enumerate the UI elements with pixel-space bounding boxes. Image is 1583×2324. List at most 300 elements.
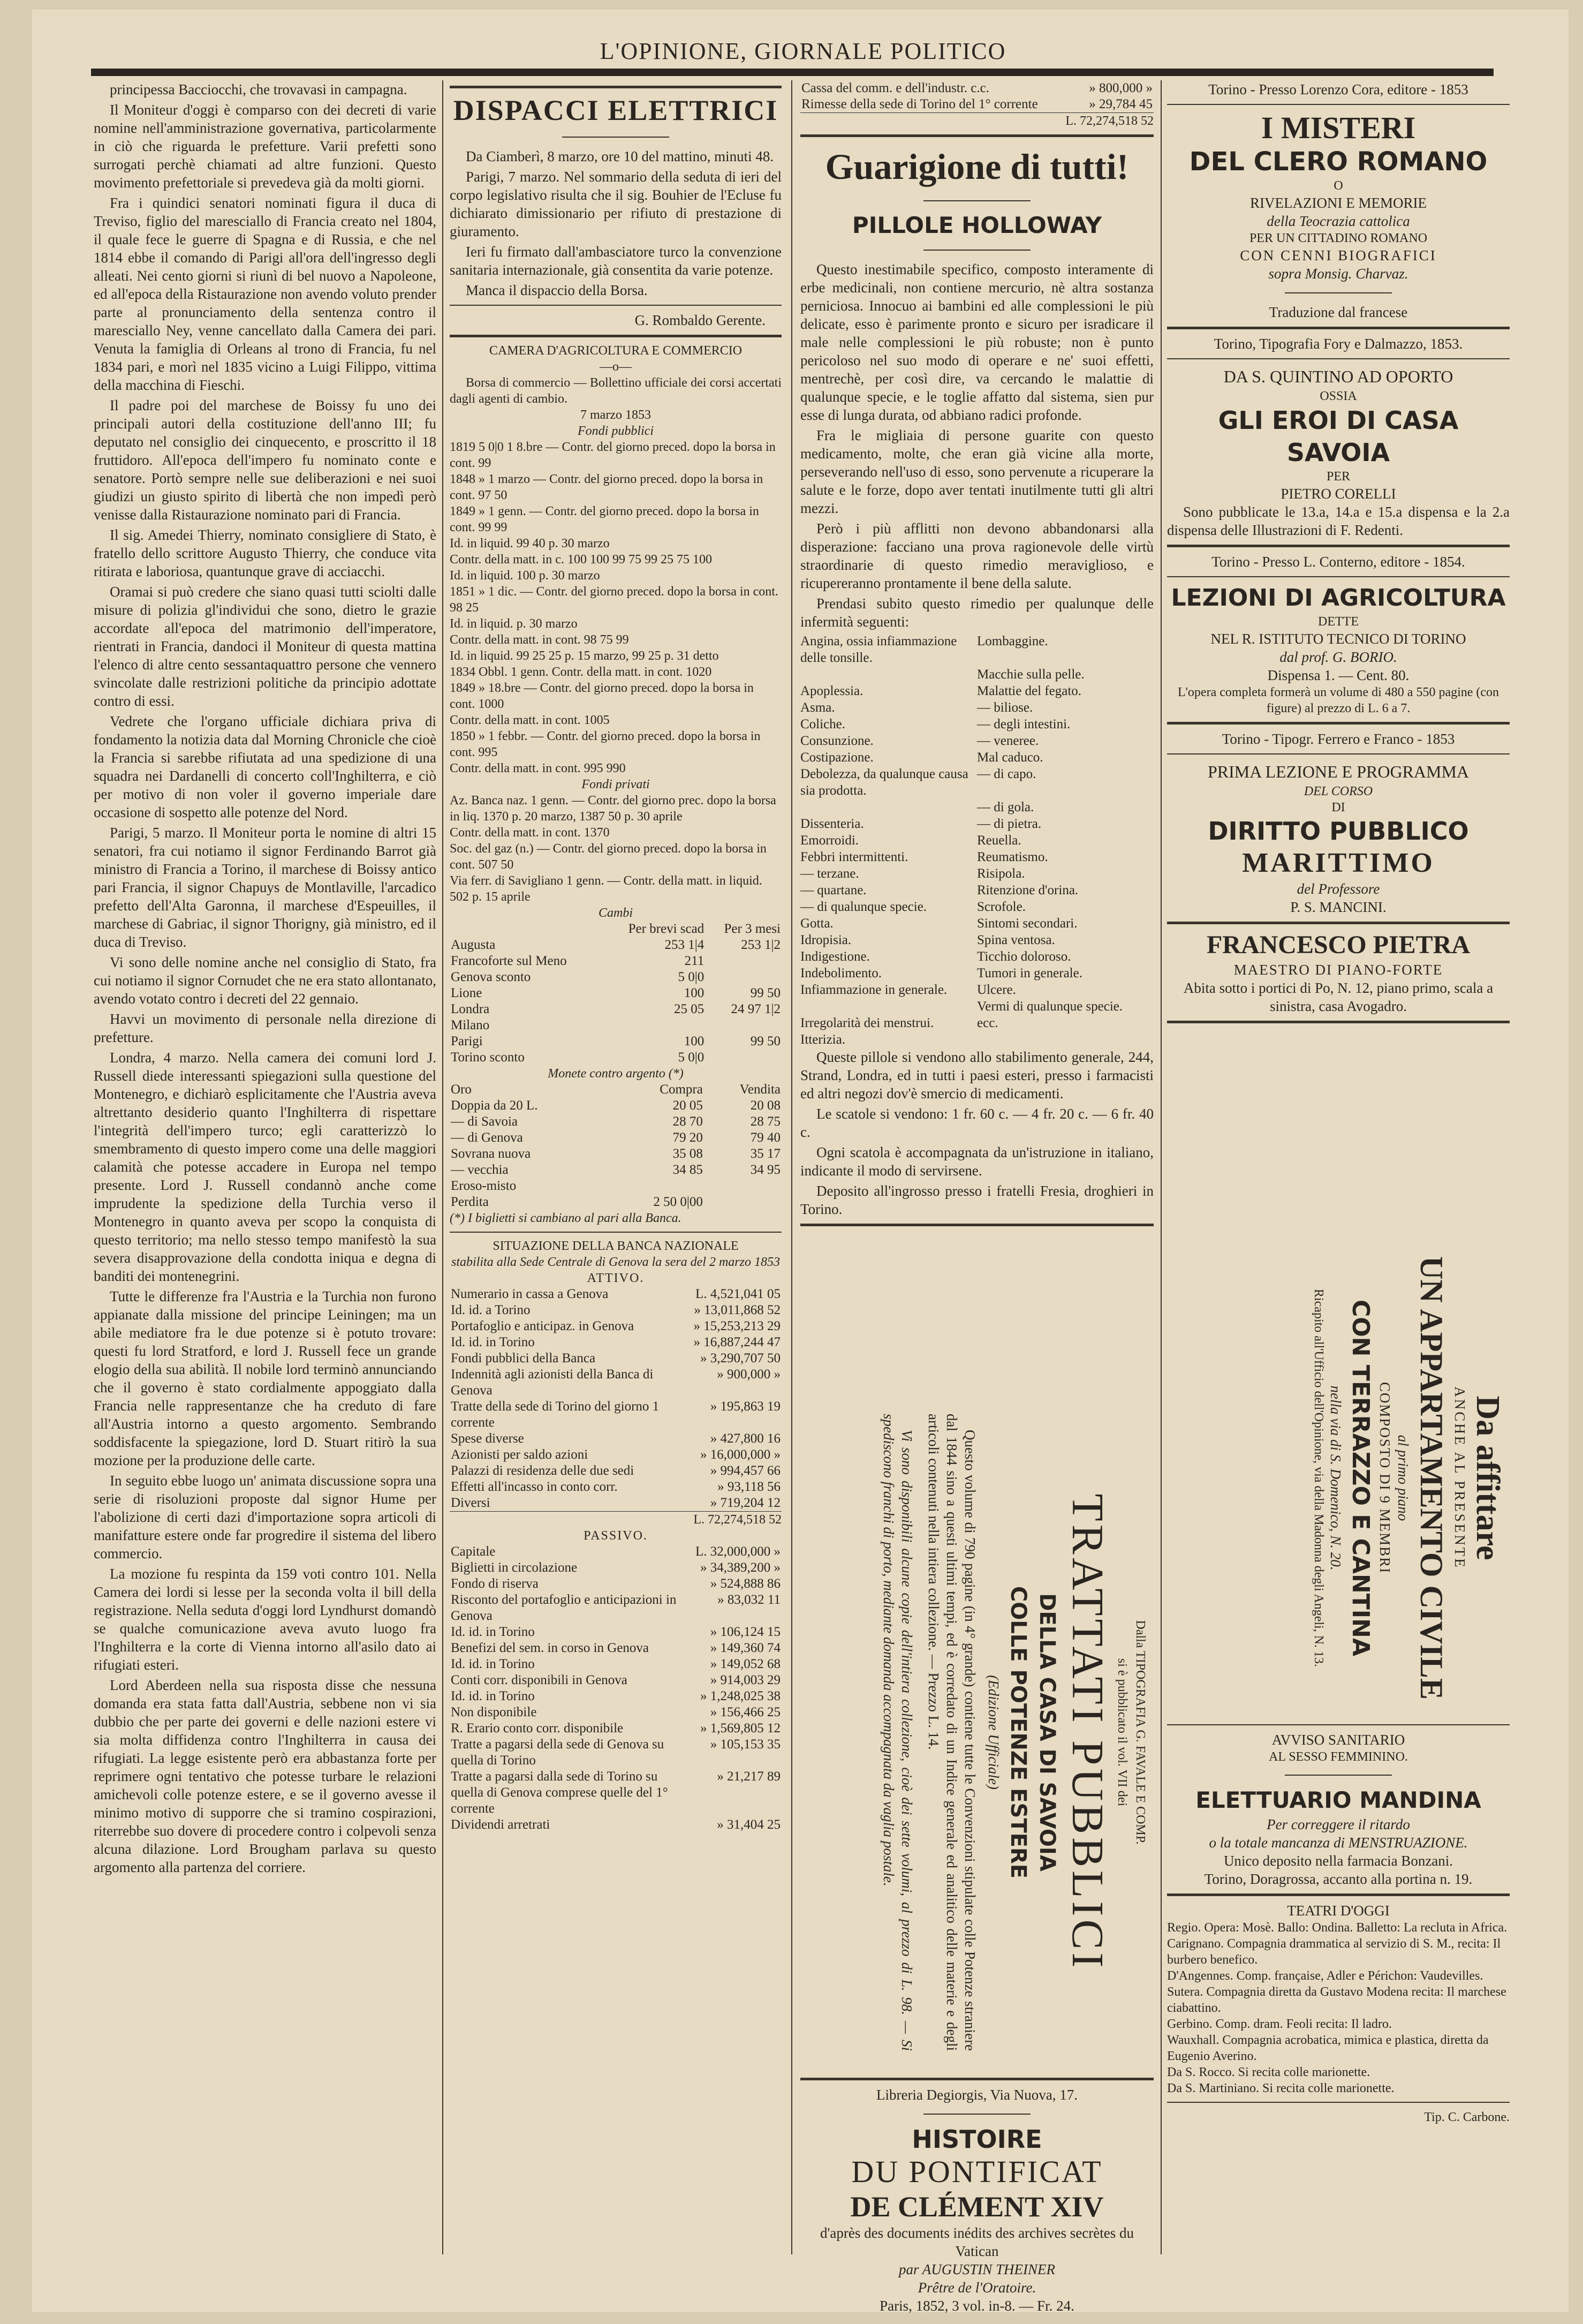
marittimo-title: MARITTIMO <box>1242 848 1435 878</box>
divider <box>923 200 1031 201</box>
attivo-row-cell: Diversi <box>451 1496 490 1510</box>
passivo-row <box>450 1721 782 1737</box>
fondi-line: 1849 » 18.bre — Contr. del giorno preced. dopo la borsa in cont. 1000 <box>450 681 754 711</box>
monete-row-cell: 34 85 <box>672 1163 703 1177</box>
divider <box>450 305 782 306</box>
camera-title: CAMERA D'AGRICOLTURA E COMMERCIO <box>489 344 743 358</box>
news-paragraph: Il padre poi del marchese de Boissy fu uno dei principali autori della costituzione dell'anno III; fu deputato nel consiglio dei cinquecento, e proscritto il 18 fruttidoro. All'epoca dell'impero fu nominato conte e senatore. Portò sempre nelle sue deliberazioni e nei suoi giudizi un giusto spirito di libertà che non impedì però venisse dalla Ristaurazione nominato pari di Francia. <box>94 397 436 523</box>
cambi-row-cell: 5 0|0 <box>678 970 705 984</box>
monete-note: (*) I biglietti si cambiano al pari alla Banca. <box>450 1211 681 1225</box>
disease-item: ecc. <box>977 1016 998 1030</box>
page-header: L'OPINIONE, GIORNALE POLITICO <box>600 38 1006 64</box>
divider <box>1167 753 1510 754</box>
disease-item <box>800 799 977 816</box>
attivo-row <box>450 1431 782 1447</box>
cambi-row-cell: Londra <box>451 1002 490 1016</box>
opera: L'opera completa formerà un volume di 480 a 550 pagine (con figure) al prezzo di L. 6 a 7. <box>1177 685 1499 715</box>
disease-item: Reumatismo. <box>977 850 1048 864</box>
fondi-line: Contr. della matt. in c. 100 100 99 75 99 25 75 100 <box>450 553 712 567</box>
passivo-row <box>450 1656 782 1672</box>
guarigione-title: Guarigione di tutti! <box>825 146 1129 187</box>
teatro-item: Gerbino. Comp. dram. Feoli recita: Il ladro. <box>1167 2017 1392 2031</box>
attivo-row-cell: Id. id. in Torino <box>451 1335 535 1349</box>
fondi-line: Id. in liquid. p. 30 marzo <box>450 617 578 631</box>
passivo-row-cell: » 149,360 74 <box>710 1641 781 1655</box>
holloway-body <box>800 260 1154 631</box>
cassa-row <box>800 96 1154 112</box>
cambi-row <box>450 1050 782 1066</box>
privati-line: Via ferr. di Savigliano 1 genn. — Contr. della matt. in liquid. 502 p. 15 aprile <box>450 874 762 904</box>
disease-item: Idropisia. <box>800 933 852 947</box>
divider <box>1285 1775 1392 1776</box>
disease-item: Emorroidi. <box>800 833 859 848</box>
total-line: L. 72,274,518 52 <box>800 112 1154 129</box>
rivelazioni: RIVELAZIONI E MEMORIE <box>1250 195 1427 211</box>
divider <box>923 250 1031 251</box>
disease-item: Indebolimento. <box>800 966 882 980</box>
corelli: PIETRO CORELLI <box>1281 486 1396 502</box>
cora: Torino - Presso Lorenzo Cora, editore - 1853 <box>1208 81 1468 97</box>
cambi-row-cell: Milano <box>451 1018 490 1032</box>
per-label: PER <box>1326 470 1350 484</box>
monete-row <box>450 1082 782 1098</box>
monete-row-cell: Vendita <box>739 1082 781 1097</box>
traduzione: Traduzione dal francese <box>1269 304 1408 320</box>
passivo-row <box>450 1688 782 1704</box>
cassa-table <box>800 80 1154 112</box>
passivo-row-cell: Conti corr. disponibili in Genova <box>451 1673 627 1687</box>
elettuario-title: ELETTUARIO MANDINA <box>1195 1787 1481 1813</box>
disease-item: — di gola. <box>977 800 1034 814</box>
divider <box>450 86 782 88</box>
fondi-line: Contr. della matt. in cont. 98 75 99 <box>450 633 629 647</box>
attivo-row <box>450 1447 782 1463</box>
attivo-row-cell: » 15,253,213 29 <box>693 1319 781 1333</box>
divider <box>1167 327 1510 329</box>
trattati-sub3: (Edizione Ufficiale) <box>986 1675 1002 1790</box>
divider <box>800 134 1154 137</box>
passivo-row <box>450 1624 782 1640</box>
cambi-row-cell: 211 <box>684 954 705 968</box>
disease-item: Spina ventosa. <box>977 933 1055 947</box>
disease-item: — biliose. <box>977 700 1033 715</box>
clement: DE CLÉMENT XIV <box>850 2191 1104 2223</box>
attivo-row-cell: Numerario in cassa a Genova <box>451 1287 609 1301</box>
news-paragraph: Oramai si può credere che siano quasi tutti sciolti dalle misure di polizia gl'individui che sono, dietro le grazie accordate all'epoca del matrimonio dell'imperatore, rientrati in Francia, dandoci il Moniteur di questa mattina l'elenco di altre cento sessantaquattro persone che vennero svincolate dalle restrizioni politiche da principio adottate contro di essi. <box>94 584 436 709</box>
attivo-row <box>450 1318 782 1334</box>
disease-item: Reuella. <box>977 833 1021 848</box>
divider <box>450 1232 782 1233</box>
privati-list <box>450 793 782 905</box>
divider <box>562 137 669 138</box>
fondi-line: 1834 Obbl. 1 genn. Contr. della matt. in cont. 1020 <box>450 665 712 679</box>
news-paragraph: Fra i quindici senatori nominati figura il duca di Treviso, figlio del maresciallo di Francia creato nel 1804, il quale fece le guerre di Spagna e di Russia, e che nel 1814 ebbe il comando di Parigi all'ora dell'ingresso degli alleati. Nei cento giorni si riunì di bel nuovo a Napoleone, ed all'epoca della Ristaurazione non avendo voluto prender parte al pronunciamento della sentenza contro il maresciallo Ney, venne cancellato dalla Camera dei pari. Venuta la famiglia di Orleans al trono di Francia, fu nel 1834 pari, e morì nel 1835 vicino a Luigi Filippo, vittima della macchina di Fieschi. <box>94 195 436 393</box>
attivo-row <box>450 1334 782 1350</box>
cambi-row-cell: Augusta <box>451 938 496 952</box>
clero-title: DEL CLERO ROMANO <box>1189 147 1488 177</box>
passivo-row-cell: » 21,217 89 <box>717 1769 781 1784</box>
divider <box>800 2078 1154 2080</box>
affitto-d: al primo piano <box>1395 1435 1411 1521</box>
news-paragraph: In seguito ebbe luogo un' animata discussione sopra una serie di risoluzioni proposte dal signor Hume per l'abolizione di certi dazi d'importazione sopra articoli di manifatture estere onde far progredire il sistema del libero commercio. <box>94 1473 436 1561</box>
borio: dal prof. G. BORIO. <box>1279 649 1397 665</box>
holloway-end-paragraph: Le scatole si vendono: 1 fr. 60 c. — 4 fr. 20 c. — 6 fr. 40 c. <box>800 1106 1154 1140</box>
disease-item: Vermi di qualunque specie. <box>977 999 1123 1014</box>
affitto-f: CON TERRAZZO E CANTINA <box>1347 1299 1374 1657</box>
fondi-line: 1819 5 0|0 1 8.bre — Contr. del giorno preced. dopo la borsa in cont. 99 <box>450 440 776 470</box>
attivo-row-cell: Fondi pubblici della Banca <box>451 1351 596 1365</box>
teatro-item: D'Angennes. Comp. française, Adler e Périchon: Vaudevilles. <box>1167 1969 1483 1983</box>
monete-row <box>450 1194 782 1210</box>
passivo-row-cell: Fondo di riserva <box>451 1576 539 1591</box>
attivo-row-cell: » 16,887,244 47 <box>693 1335 781 1349</box>
affitto-g: nella via di S. Domenico, N. 20. <box>1328 1385 1344 1571</box>
news-paragraph: Parigi, 5 marzo. Il Moniteur porta le nomine di altri 15 senatori, fra cui notiamo il signor Ferdinando Barrot già ministro di Francia a Torino, il marchese di Boissy antico pari Francia, il signor Chapuys de Montlaville, l'arcadico prefetto dell'Alta Garonna, il marchese d'Espeuilles, il marchese di Gabriac, il signor Thorigny, già ministro, ed il duca di Treviso. <box>94 825 436 950</box>
monete-row <box>450 1178 782 1194</box>
dispaccio-paragraph: Da Ciamberì, 8 marzo, ore 10 del mattino, minuti 48. <box>466 148 774 164</box>
passivo-row <box>450 1817 782 1833</box>
cassa-row-cell: » 800,000 » <box>1089 81 1153 95</box>
histoire: HISTOIRE <box>912 2125 1042 2154</box>
cambi-row-cell: Genova sconto <box>451 970 531 984</box>
trattati-body2: Vi sono disponibili alcune copie dell'intiera collezione, cioè dei sette volumi, al prezzo di L. 98. — Si spediscono franchi di porto, mediante domanda accompagnata da vaglia postale. <box>881 1414 915 2051</box>
monete-row-cell: Perdita <box>451 1195 489 1209</box>
attivo-row-cell: Portafoglio e anticipaz. in Genova <box>451 1319 634 1333</box>
column-news <box>94 80 436 1878</box>
libreria: Libreria Degiorgis, Via Nuova, 17. <box>876 2087 1078 2103</box>
trattati-sub2: COLLE POTENZE ESTERE <box>1006 1586 1031 1879</box>
cambi-row <box>450 1017 782 1033</box>
teatro-item: Da S. Rocco. Si recita colle marionette. <box>1167 2065 1370 2079</box>
passivo-row <box>450 1737 782 1769</box>
affitto-b: ANCHE AL PRESENTE <box>1452 1386 1468 1570</box>
eroi-title: GLI EROI DI CASA SAVOIA <box>1218 406 1459 467</box>
monete-row-cell <box>704 1194 782 1210</box>
cambi-table <box>450 921 782 1066</box>
monete-row-cell <box>611 1178 704 1194</box>
passivo-row <box>450 1672 782 1688</box>
holloway-end-paragraph: Deposito all'ingrosso presso i fratelli Fresia, droghieri in Torino. <box>800 1183 1154 1217</box>
news-paragraph: Il Moniteur d'oggi è comparso con dei decreti di varie nomine nell'amministrazione governativa, particolarmente in ciò che riguarda le prefetture. Varii prefetti sono surrogati perchè chiamati ad altre funzioni. Questo movimento prefettoriale si prevedeva già da molti giorni. <box>94 102 436 191</box>
cambi-row-cell: 99 50 <box>750 986 781 1000</box>
passivo-row-cell: Non disponibile <box>451 1705 537 1719</box>
monete-row-cell: 20 08 <box>750 1098 781 1113</box>
disease-item: — degli intestini. <box>977 717 1071 731</box>
disease-item: — di qualunque specie. <box>800 900 927 914</box>
histoire-body: d'après des documents inédits des archives secrètes du Vatican <box>820 2225 1134 2259</box>
attivo-row-cell: L. 4,521,041 05 <box>695 1287 781 1301</box>
correggere: Per correggere il ritardo <box>1267 1816 1410 1832</box>
du-pontificat: DU PONTIFICAT <box>851 2154 1103 2189</box>
holloway-end <box>800 1048 1154 1218</box>
monete-row-cell: — di Genova <box>451 1130 523 1145</box>
disease-item: — di capo. <box>977 767 1036 781</box>
cambi-row-cell <box>705 1050 782 1066</box>
attivo-label: ATTIVO. <box>587 1271 645 1285</box>
histoire-role: Prêtre de l'Oratoire. <box>918 2280 1036 2296</box>
dispaccio-paragraph: Parigi, 7 marzo. Nel sommario della seduta di ieri del corpo legislativo risulta che il sig. Bouhier de l'Ecluse fu dichiarato dimissionario per rifiuto di prestazione di giuramento. <box>450 169 782 239</box>
news-paragraph: principessa Bacciocchi, che trovavasi in campagna. <box>110 81 407 97</box>
passivo-table <box>450 1544 782 1833</box>
cassa-row-cell: » 29,784 45 <box>1089 97 1153 111</box>
disease-item: Scrofole. <box>977 900 1026 914</box>
fondi-line: Contr. della matt. in cont. 1005 <box>450 713 610 727</box>
borsa-date: 7 marzo 1853 <box>580 408 651 422</box>
divider <box>1167 1724 1510 1725</box>
disease-list <box>800 633 1154 1048</box>
attivo-row <box>450 1479 782 1495</box>
attivo-row-cell: Spese diverse <box>451 1431 524 1446</box>
cassa-row-cell: Rimesse della sede di Torino del 1° corrente <box>801 97 1038 111</box>
cambi-row-cell <box>705 969 782 985</box>
passivo-row <box>450 1560 782 1576</box>
monete-row-cell: 2 50 0|00 <box>653 1195 703 1209</box>
passivo-row-cell: » 524,888 86 <box>710 1576 781 1591</box>
passivo-row <box>450 1544 782 1560</box>
cambi-row <box>450 1033 782 1050</box>
pietra-title: FRANCESCO PIETRA <box>1206 931 1471 959</box>
passivo-row-cell: Benefizi del sem. in corso in Genova <box>451 1641 649 1655</box>
passivo-row-cell: » 149,052 68 <box>710 1657 781 1671</box>
ossia-label: OSSIA <box>1320 389 1357 403</box>
di-label: DI <box>1331 801 1345 814</box>
cambi-row-cell: 24 97 1|2 <box>731 1002 781 1016</box>
cambi-title: Cambi <box>598 906 633 920</box>
monete-row-cell: Compra <box>660 1082 703 1097</box>
disease-item: Sintomi secondari. <box>977 916 1078 931</box>
passivo-row-cell: Risconto del portafoglio e anticipazioni in Genova <box>451 1593 677 1623</box>
column-divider <box>442 80 443 2254</box>
cambi-row-cell: Torino sconto <box>451 1050 525 1065</box>
divider <box>1167 1893 1510 1896</box>
corso-label: DEL CORSO <box>1304 784 1373 798</box>
dispacci-body <box>450 147 782 299</box>
divider <box>1285 292 1392 293</box>
passivo-row-cell: Id. id. in Torino <box>451 1689 535 1703</box>
trattati-line2: si è pubblicato il vol. VII dei <box>1115 1658 1129 1807</box>
passivo-row-cell: » 914,003 29 <box>710 1673 781 1687</box>
divider <box>1167 722 1510 725</box>
disease-item: Coliche. <box>800 717 846 731</box>
divider <box>450 335 782 337</box>
attivo-row-cell: » 994,457 66 <box>710 1463 781 1478</box>
fondi-line: 1848 » 1 marzo — Contr. del giorno preced. dopo la borsa in cont. 97 50 <box>450 472 763 502</box>
column-divider <box>791 80 792 2254</box>
disease-item: Mal caduco. <box>977 750 1043 765</box>
attivo-row-cell: Tratte della sede di Torino del giorno 1 corrente <box>451 1399 660 1430</box>
cambi-row-cell: 100 <box>684 986 705 1000</box>
cambi-row <box>450 969 782 985</box>
disease-item: — terzane. <box>800 866 859 881</box>
news-paragraph: La mozione fu respinta da 159 voti contro 101. Nella Camera dei lordi si lesse per la seconda volta il bill della registrazione. Nella seduta d'oggi lord Lyndhurst domandò se qualche comunicazione aveva avuto luogo fra l'Inghilterra e la corte di Vienna intorno all'asilo dato ai rifugiati esteri. <box>94 1566 436 1673</box>
attivo-total: L. 72,274,518 52 <box>450 1511 782 1528</box>
teatro-item: Wauxhall. Compagnia acrobatica, mimica e plastica, diretta da Eugenio Averino. <box>1167 2033 1489 2063</box>
divider <box>1167 104 1510 105</box>
fondi-line: Id. in liquid. 99 25 25 p. 15 marzo, 99 25 p. 31 detto <box>450 649 719 663</box>
disease-item: Dissenteria. <box>800 817 864 831</box>
disease-item: — veneree. <box>977 734 1039 748</box>
monete-row-cell: 28 70 <box>672 1114 703 1129</box>
cambi-row <box>450 1001 782 1017</box>
disease-item: Consunzione. <box>800 734 874 748</box>
charvaz: sopra Monsig. Charvaz. <box>1268 266 1408 282</box>
cambi-row <box>450 937 782 953</box>
tipografia: Tip. C. Carbone. <box>1424 2110 1510 2124</box>
fondi-line: 1849 » 1 genn. — Contr. del giorno preced. dopo la borsa in cont. 99 99 <box>450 504 759 534</box>
attivo-row <box>450 1463 782 1479</box>
dispacci-title: DISPACCI ELETTRICI <box>453 94 778 126</box>
disease-item: Indigestione. <box>800 949 870 964</box>
passivo-row-cell: Biglietti in circolazione <box>451 1560 578 1575</box>
dora: Torino, Doragrossa, accanto alla portina n. 19. <box>1204 1871 1473 1887</box>
misteri-title: I MISTERI <box>1261 110 1416 145</box>
attivo-row-cell: » 3,290,707 50 <box>700 1351 781 1365</box>
mancanza: o la totale mancanza di MENSTRUAZIONE. <box>1209 1835 1468 1851</box>
abita: Abita sotto i portici di Po, N. 12, piano primo, scala a sinistra, casa Avogadro. <box>1183 980 1494 1014</box>
dette-label: DETTE <box>1318 615 1359 629</box>
attivo-row-cell: » 427,800 16 <box>710 1431 781 1446</box>
diritto-title: DIRITTO PUBBLICO <box>1208 817 1469 846</box>
disease-item: Macchie sulla pelle. <box>977 667 1085 682</box>
monete-table <box>450 1082 782 1210</box>
disease-item: Tumori in generale. <box>977 966 1082 980</box>
disease-item: Gotta. <box>800 916 834 931</box>
news-paragraph: Tutte le differenze fra l'Austria e la Turchia non furono appianate dalla missione del principe Leiningen; ma un abile mediatore fra le due potenze si è potuto trovare: questi fu lord Stratford, e lord J. Russell fece un grande elogio della sua abilità. Il nobile lord terminò annunciando che il governo è stato cordialmente appoggiato dalla Francia nelle rappresentanze che ha creduto di fare all'Austria intorno a questo argomento. Sembrando soddisfacente la spiegazione, lord D. Stuart ritirò la sua mozione per la produzione delle carte. <box>94 1288 436 1468</box>
passivo-row-cell: » 34,389,200 » <box>700 1560 781 1575</box>
privati-line: Soc. del gaz (n.) — Contr. del giorno preced. dopo la borsa in cont. 507 50 <box>450 842 767 872</box>
disease-item: Ulcere. <box>977 983 1016 997</box>
attivo-row-cell: » 16,000,000 » <box>700 1447 781 1462</box>
fory: Torino, Tipografia Fory e Dalmazzo, 1853. <box>1214 336 1463 352</box>
cambi-row <box>450 985 782 1001</box>
disease-item: Ticchio doloroso. <box>977 949 1071 964</box>
conterno: Torino - Presso L. Conterno, editore - 1854. <box>1211 554 1465 570</box>
fondi-line: Contr. della matt. in cont. 995 990 <box>450 761 626 775</box>
cenni: CON CENNI BIOGRAFICI <box>1240 247 1437 263</box>
fondi-list <box>450 439 782 776</box>
passivo-row-cell: » 1,569,805 12 <box>700 1721 781 1736</box>
affitto-a: Da affittare <box>1470 1395 1506 1560</box>
cambi-row-cell: Per 3 mesi <box>724 922 781 936</box>
disease-item: Debolezza, da qualunque causa sia prodotta. <box>800 767 968 798</box>
maestro: MAESTRO DI PIANO-FORTE <box>1233 962 1443 978</box>
attivo-row-cell: Id. id. a Torino <box>451 1303 531 1317</box>
divider <box>1167 358 1510 359</box>
divider <box>800 1224 1154 1226</box>
monete-row-cell <box>704 1178 782 1194</box>
teatro-item: Sutera. Compagnia diretta da Gustavo Modena recita: Il marchese ciabattino. <box>1167 1985 1506 2015</box>
teatri-title: TEATRI D'OGGI <box>1287 1903 1390 1919</box>
monete-row-cell: 35 17 <box>750 1146 781 1161</box>
cambi-row-cell <box>705 953 782 969</box>
avviso: AVVISO SANITARIO <box>1271 1732 1405 1748</box>
cambi-row-cell: 25 05 <box>673 1002 705 1016</box>
affitto-h: Ricapito all'Ufficio dell'Opinione, via della Madonna degli Angeli, N. 13. <box>1312 1288 1326 1667</box>
attivo-row-cell: » 13,011,868 52 <box>694 1303 781 1317</box>
affitto-c: UN APPARTAMENTO CIVILE <box>1414 1256 1449 1700</box>
monete-row-cell: 35 08 <box>672 1146 703 1161</box>
disease-item <box>800 666 977 683</box>
disease-item: — quartane. <box>800 883 867 897</box>
news-paragraph: Vi sono delle nomine anche nel consiglio di Stato, fra cui notiamo il signor Cornudet che ne era stato allontanato, avendo votato contro i decreti del 22 gennaio. <box>94 954 436 1007</box>
privati-line: Az. Banca naz. 1 genn. — Contr. del giorno prec. dopo la borsa in liq. 1370 p. 20 marzo, 1387 50 p. 30 aprile <box>450 794 776 824</box>
cambi-row-cell: Francoforte sul Meno <box>451 954 567 968</box>
attivo-row-cell: » 195,863 19 <box>710 1399 781 1414</box>
teatro-item: Carignano. Compagnia drammatica al servizio di S. M., recita: Il burbero benefico. <box>1167 1937 1501 1967</box>
news-paragraph: Il sig. Amedei Thierry, nominato consigliere di Stato, è fratello dello scrittore Augusto Thierry, che conduce vita ritirata e laboriosa, quantunque grave di acciacchi. <box>94 527 436 579</box>
attivo-row <box>450 1286 782 1302</box>
holloway-end-paragraph: Queste pillole si vendono allo stabilimento generale, 244, Strand, Londra, ed in tutti i paesi esteri, presso i farmacisti ed altri negozi dov'è smercio di medicamenti. <box>800 1049 1154 1101</box>
privati-line: Contr. della matt. in cont. 1370 <box>450 826 610 840</box>
passivo-row <box>450 1592 782 1624</box>
column-ads <box>800 80 1154 2314</box>
fondi-pubblici: Fondi pubblici <box>578 424 654 438</box>
disease-item: Apoplessia. <box>800 684 864 698</box>
monete-row <box>450 1130 782 1146</box>
dispaccio-paragraph: Manca il dispaccio della Borsa. <box>466 282 648 298</box>
passivo-row <box>450 1704 782 1721</box>
mancini: P. S. MANCINI. <box>1290 899 1387 915</box>
attivo-row-cell: Palazzi di residenza delle due sedi <box>451 1463 634 1478</box>
affitto-ad <box>1167 1242 1510 1714</box>
monete-title: Monete contro argento (*) <box>548 1067 684 1081</box>
ferrero: Torino - Tipogr. Ferrero e Franco - 1853 <box>1222 731 1455 747</box>
gerente: G. Rombaldo Gerente. <box>634 312 766 328</box>
cambi-row-cell: 99 50 <box>750 1034 781 1048</box>
disease-item: Malattie del fegato. <box>977 684 1082 698</box>
fondi-line: 1850 » 1 febbr. — Contr. del giorno preced. dopo la borsa in cont. 995 <box>450 729 761 759</box>
banca-subtitle: stabilita alla Sede Centrale di Genova la sera del 2 marzo 1853 <box>451 1255 780 1269</box>
cambi-row <box>450 953 782 969</box>
holloway-paragraph: Però i più afflitti non devono abbandonarsi alla disperazione: facciano una prova ragionevole delle virtù straordinarie di questo rimedio meraviglioso, e ricupereranno prontamente il bene della salute. <box>800 520 1154 591</box>
news-paragraph: Lord Aberdeen nella sua risposta disse che nessuna domanda era stata fatta dall'Austria, sebbene non vi sia dubbio che per parte dei governi e delle nazioni estere vi sia molta diffidenza contro l'Inghilterra in causa dei rifugiati. La legge esistente però era abbastanza forte per reprimere ogni tentativo che potesse turbare le relazioni amichevoli colle potenze estere, e se il governo avesse il minimo motivo di supporre che si tramino cospirazioni, riterrebbe suo dovere di procedere contro i colpevoli senza alcuna dilazione. Lord Brougham parlava su questo argomento alla partenza del corriere. <box>94 1677 436 1875</box>
passivo-row <box>450 1576 782 1592</box>
passivo-row-cell: Tratte a pagarsi dalla sede di Torino su quella di Genova comprese quelle del 1° corrente <box>451 1769 668 1816</box>
passivo-row-cell: L. 32,000,000 » <box>695 1544 781 1559</box>
cassa-row <box>800 80 1154 96</box>
professore: del Professore <box>1297 881 1380 897</box>
disease-item: Lombaggine. <box>977 634 1048 648</box>
cambi-row-cell <box>705 1017 782 1033</box>
header-rule <box>91 69 1494 76</box>
attivo-row <box>450 1399 782 1431</box>
attivo-row-cell: Indennità agli azionisti della Banca di Genova <box>451 1367 654 1398</box>
monete-row-cell: 79 40 <box>750 1130 781 1145</box>
monete-row-cell: Sovrana nuova <box>451 1146 531 1161</box>
attivo-row <box>450 1302 782 1318</box>
histoire-author: par AUGUSTIN THEINER <box>898 2261 1056 2277</box>
passivo-row <box>450 1769 782 1817</box>
disease-item: Angina, ossia infiammazione delle tonsille. <box>800 634 957 665</box>
disease-item: Infiammazione in generale. <box>800 983 948 997</box>
passivo-row-cell: R. Erario conto corr. disponibile <box>451 1721 624 1736</box>
passivo-row-cell: » 106,124 15 <box>710 1625 781 1639</box>
teatri-list <box>1167 1920 1510 2096</box>
attivo-table <box>450 1286 782 1511</box>
cambi-row-cell: Lione <box>451 986 482 1000</box>
divider <box>923 2114 1031 2115</box>
teatro-item: Da S. Martiniano. Si recita colle marionette. <box>1167 2081 1395 2095</box>
disease-item: — di pietra. <box>977 817 1042 831</box>
deposito: Unico deposito nella farmacia Bonzani. <box>1223 1853 1453 1869</box>
corelli-body: Sono pubblicate le 13.a, 14.a e 15.a dispensa e la 2.a dispensa delle Illustrazioni di F. Redenti. <box>1167 504 1510 538</box>
disease-item: Risipola. <box>977 866 1025 881</box>
disease-item: Itterizia. <box>800 1032 845 1047</box>
monete-row-cell: 20 05 <box>672 1098 703 1113</box>
column-dispatches: DISPACCI ELETTRICI Da Ciamberì, 8 marzo, ore 10 del mattino, minuti 48. Parigi, 7 marzo. Nel sommario della seduta di ieri del corpo legislativo risulta che il sig. Bouhier de l'Ecluse fu dichiarato dimissionario per rifiuto di prestazione di giuramento. Ieri fu firmato dall'ambasciatore turco la convenzione sanitaria internazionale, già consentita da varie potenze. Manca il dispaccio della Borsa. G. Rombaldo Gerente. CAMERA D'AGRICOLTURA E COMMERCIO —o— Borsa di commercio — Bollettino ufficiale dei corsi accertati dagli agenti di cambio. 7 marzo 1853 Fondi pubblici 1819 5 0|0 1 8.bre — Contr. del giorno preced. dopo la borsa in cont. 99 1848 » 1 marzo — Contr. del giorno preced. dopo la borsa in cont. 97 50 1849 » 1 genn. — Contr. del giorno preced. dopo la borsa in cont. 99 99 Id. in liquid. 99 40 p. 30 marzo Contr. della matt. in c. 100 100 99 75 99 25 75 100 Id. in liquid. 100 p. 30 marzo 1851 » 1 dic. — Contr. del giorno preced. dopo la borsa in cont. 98 25 Id. in liquid. p. 30 marzo Contr. della matt. in cont. 98 75 99 Id. in liquid. 99 25 25 p. 15 marzo, 99 25 p. 31 detto 1834 Obbl. 1 genn. Contr. della matt. in cont. 1020 1849 » 18.bre — Contr. del giorno preced. dopo la borsa in cont. 1000 Contr. della matt. in cont. 1005 1850 » 1 febbr. — Contr. del giorno preced. dopo la borsa in cont. 995 Contr. della matt. in cont. 995 990 Fondi privati Az. Banca naz. 1 genn. — Contr. del giorno prec. dopo la borsa in liq. 1370 p. 20 marzo, 1387 50 p. 30 aprile Contr. della matt. in cont. 1370 Soc. del gaz (n.) — Contr. del giorno preced. dopo la borsa in cont. 507 50 Via ferr. di Savigliano 1 genn. — Contr. della matt. in liquid. 502 p. 15 aprile Cambi Per brevi scad Per 3 mesi Augusta 253 1|4 253 1|2 Francoforte sul Meno 211 Genova sconto 5 0|0 Lione 100 99 50 Londra 25 05 24 97 1|2 Milano Parigi 100 99 50 Torino sconto 5 0|0 Monete contro argento (*) Oro Compra Vendita Doppia da 20 L. 20 05 20 08 — di Savoia 28 70 28 75 — di Genova 79 20 79 40 Sovrana nuova 35 08 35 17 — vecchia 34 85 34 95 Eroso-misto Perdita 2 50 0|00 (*) I biglietti si cambiano al pari alla Banca. SITUAZIONE DELLA BANCA NAZIONALE stabilita alla Sede Centrale di Genova la sera del 2 marzo 1853 ATTIVO. Numerario in cassa a Genova L. 4,521,041 05 Id. id. a Torino » 13,011,868 52 Portafoglio e anticipaz. in Genova » 15,253,213 29 Id. id. in Torino » 16,887,244 47 Fondi pubblici della Banca » 3,290,707 50 Indennità agli azionisti della Banca di Genova » 900,000 » Tratte della sede di Torino del giorno 1 corrente » 195,863 19 Spese diverse » 427,800 16 Azionisti per saldo azioni » 16,000,000 » Palazzi di residenza delle due sedi » 994,457 66 Effetti all'incasso in conto corr. » 93,118 56 Diversi » 719,204 12 L. 72,274,518 52 PASSIVO. Capitale L. 32,000,000 » Biglietti in circolazione » 34,389,200 » Fondo di riserva » 524,888 86 Risconto del portafoglio e anticipazioni in Genova » 83,032 11 Id. id. in Torino » 106,124 15 Benefizi del sem. in corso in Genova » 149,360 74 Id. id. in Torino » 149,052 68 Conti corr. disponibili in Genova » 914,003 29 Id. id. in Torino » 1,248,025 38 Non disponibile » 156,466 25 R. Erario conto corr. disponibile » 1,569,805 12 Tratte a pagarsi della sede di Genova su quella di Torino » 105,153 35 Tratte a pagarsi dalla sede di Torino su quella di Genova comprese quelle del 1° corrente » 21,217 89 Dividendi arretrati » 31,404 25 <box>450 80 782 1833</box>
fondi-line: Id. in liquid. 99 40 p. 30 marzo <box>450 537 610 550</box>
trattati-sub1: DELLA CASA DI SAVOIA <box>1035 1593 1059 1872</box>
